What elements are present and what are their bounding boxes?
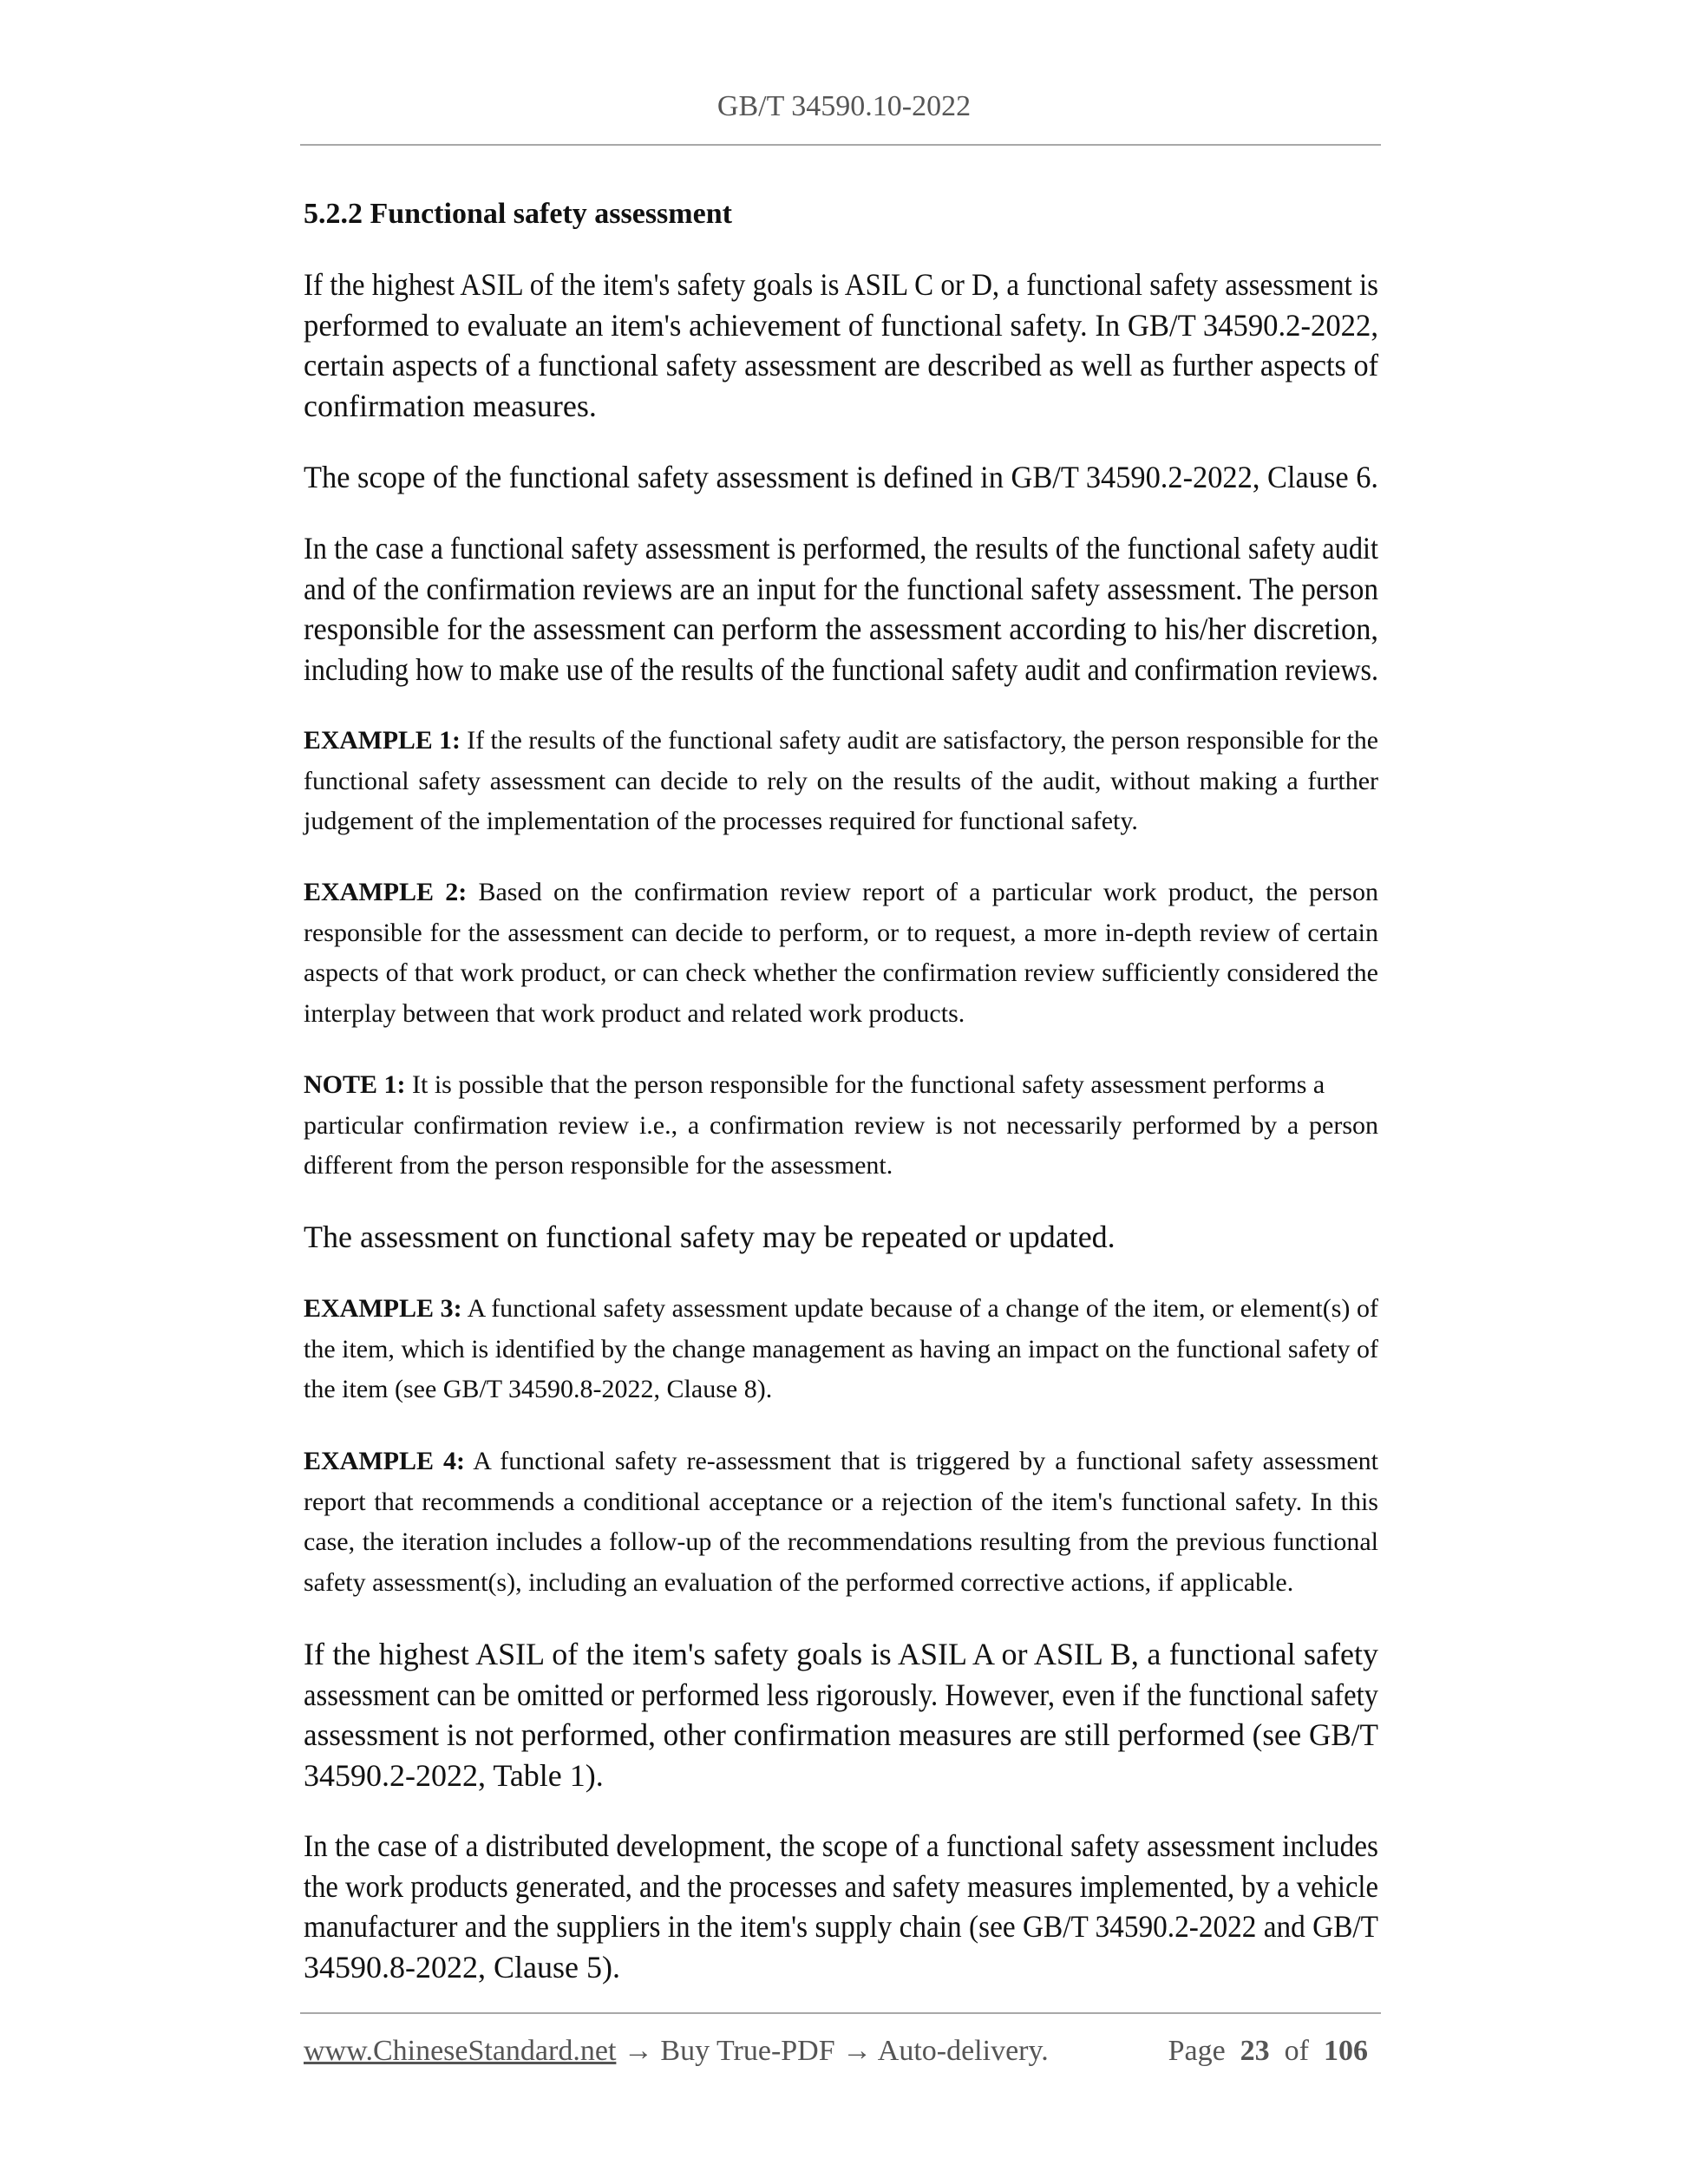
text-line: aspects of that work product, or can check whether the confirmation review sufficiently considered the <box>304 958 1378 987</box>
line-text: A functional safety re-assessment that is triggered by a functional safety assessment <box>464 1447 1378 1475</box>
header-divider <box>300 144 1381 146</box>
body-paragraph <box>304 528 1378 690</box>
of-label: of <box>1284 2035 1309 2067</box>
text-line: particular confirmation review i.e., a confirmation review is not necessarily performed by a person <box>304 1110 1378 1140</box>
text-line: including how to make use of the results of the functional safety audit and confirmation reviews. <box>304 651 1378 687</box>
website-link[interactable]: www.ChineseStandard.net <box>304 2035 617 2067</box>
text-line: manufacturer and the suppliers in the item's supply chain (see GB/T 34590.2-2022 and GB/T <box>304 1909 1378 1944</box>
paragraph-label: EXAMPLE 4: <box>304 1447 465 1475</box>
text-line: In the case of a distributed development, the scope of a functional safety assessment includes <box>304 1828 1378 1863</box>
text-line: case, the iteration includes a follow-up of the recommendations resulting from the previous functional <box>304 1527 1378 1556</box>
line-text: It is possible that the person responsible for the functional safety assessment performs a <box>405 1070 1325 1099</box>
body-paragraph <box>304 1217 1378 1258</box>
text-line: responsible for the assessment can perform the assessment according to his/her discretion, <box>304 611 1378 646</box>
text-line: the item, which is identified by the change management as having an impact on the functional safety of <box>304 1334 1378 1363</box>
page-footer <box>304 2031 1378 2071</box>
body-paragraph <box>304 457 1378 498</box>
body-paragraph <box>304 1634 1378 1795</box>
section-heading: 5.2.2 Functional safety assessment <box>304 198 732 230</box>
text-line: assessment is not performed, other confirmation measures are still performed (see GB/T <box>304 1717 1378 1752</box>
text-line: If the highest ASIL of the item's safety goals is ASIL C or D, a functional safety assessment is <box>304 267 1378 302</box>
text-line: assessment can be omitted or performed less rigorously. However, even if the functional safety <box>304 1677 1378 1712</box>
text-line: and of the confirmation reviews are an input for the functional safety assessment. The person <box>304 571 1378 606</box>
page-number: 23 <box>1240 2035 1270 2067</box>
line-text: A functional safety assessment update because of a change of the item, or element(s) of <box>461 1294 1378 1323</box>
total-pages: 106 <box>1324 2035 1368 2067</box>
body-paragraph <box>304 1826 1378 1987</box>
text-line: confirmation measures. <box>304 388 597 423</box>
text-line <box>304 1065 1378 1106</box>
text-line <box>304 1442 1378 1482</box>
text-line: the work products generated, and the processes and safety measures implemented, by a vehicle <box>304 1868 1378 1904</box>
page-indicator <box>1168 2031 1368 2071</box>
text-line: 34590.8-2022, Clause 5). <box>304 1949 620 1985</box>
text-line: the item (see GB/T 34590.8-2022, Clause 8). <box>304 1375 773 1403</box>
example-3-paragraph <box>304 1289 1378 1410</box>
line-text: If the results of the functional safety audit are satisfactory, the person responsible for the <box>460 726 1378 755</box>
footer-divider <box>300 2012 1381 2014</box>
line-text: Based on the confirmation review report of a particular work product, the person <box>467 878 1378 906</box>
paragraph-label: NOTE 1: <box>304 1070 406 1099</box>
note-1-paragraph <box>304 1065 1378 1187</box>
text-line: If the highest ASIL of the item's safety goals is ASIL A or ASIL B, a functional safety <box>304 1637 1378 1671</box>
paragraph-label: EXAMPLE 3: <box>304 1294 462 1323</box>
text-line: In the case a functional safety assessment is performed, the results of the functional safety audit <box>304 531 1378 566</box>
text-line: performed to evaluate an item's achievement of functional safety. In GB/T 34590.2-2022, <box>304 307 1378 343</box>
text-line: 34590.2-2022, Table 1). <box>304 1757 604 1793</box>
text-line: report that recommends a conditional acceptance or a rejection of the item's functional safety. In this <box>304 1487 1378 1516</box>
text-line <box>304 873 1378 913</box>
text-line: judgement of the implementation of the processes required for functional safety. <box>304 807 1138 835</box>
paragraph-label: EXAMPLE 1: <box>304 726 461 755</box>
text-line <box>304 721 1378 762</box>
paragraph-label: EXAMPLE 2: <box>304 878 468 906</box>
text-line: The scope of the functional safety assessment is defined in GB/T 34590.2-2022, Clause 6. <box>304 460 1378 494</box>
text-line: functional safety assessment can decide to rely on the results of the audit, without making a further <box>304 766 1378 795</box>
example-1-paragraph <box>304 721 1378 842</box>
example-4-paragraph <box>304 1442 1378 1603</box>
text-line: responsible for the assessment can decide to perform, or to request, a more in-depth review of certain <box>304 918 1378 947</box>
document-id-header: GB/T 34590.10-2022 <box>716 90 972 122</box>
text-line <box>304 1289 1378 1330</box>
text-line: The assessment on functional safety may be repeated or updated. <box>304 1220 1116 1254</box>
text-line: certain aspects of a functional safety assessment are described as well as further aspects of <box>304 348 1378 383</box>
text-line: interplay between that work product and related work products. <box>304 998 965 1028</box>
body-paragraph <box>304 265 1378 426</box>
text-line: different from the person responsible for the assessment. <box>304 1151 893 1180</box>
footer-promo-text: → Buy True-PDF → Auto-delivery. <box>616 2035 1049 2067</box>
example-2-paragraph <box>304 873 1378 1034</box>
text-line: safety assessment(s), including an evaluation of the performed corrective actions, if applicable. <box>304 1567 1294 1597</box>
page-label: Page <box>1168 2035 1226 2067</box>
